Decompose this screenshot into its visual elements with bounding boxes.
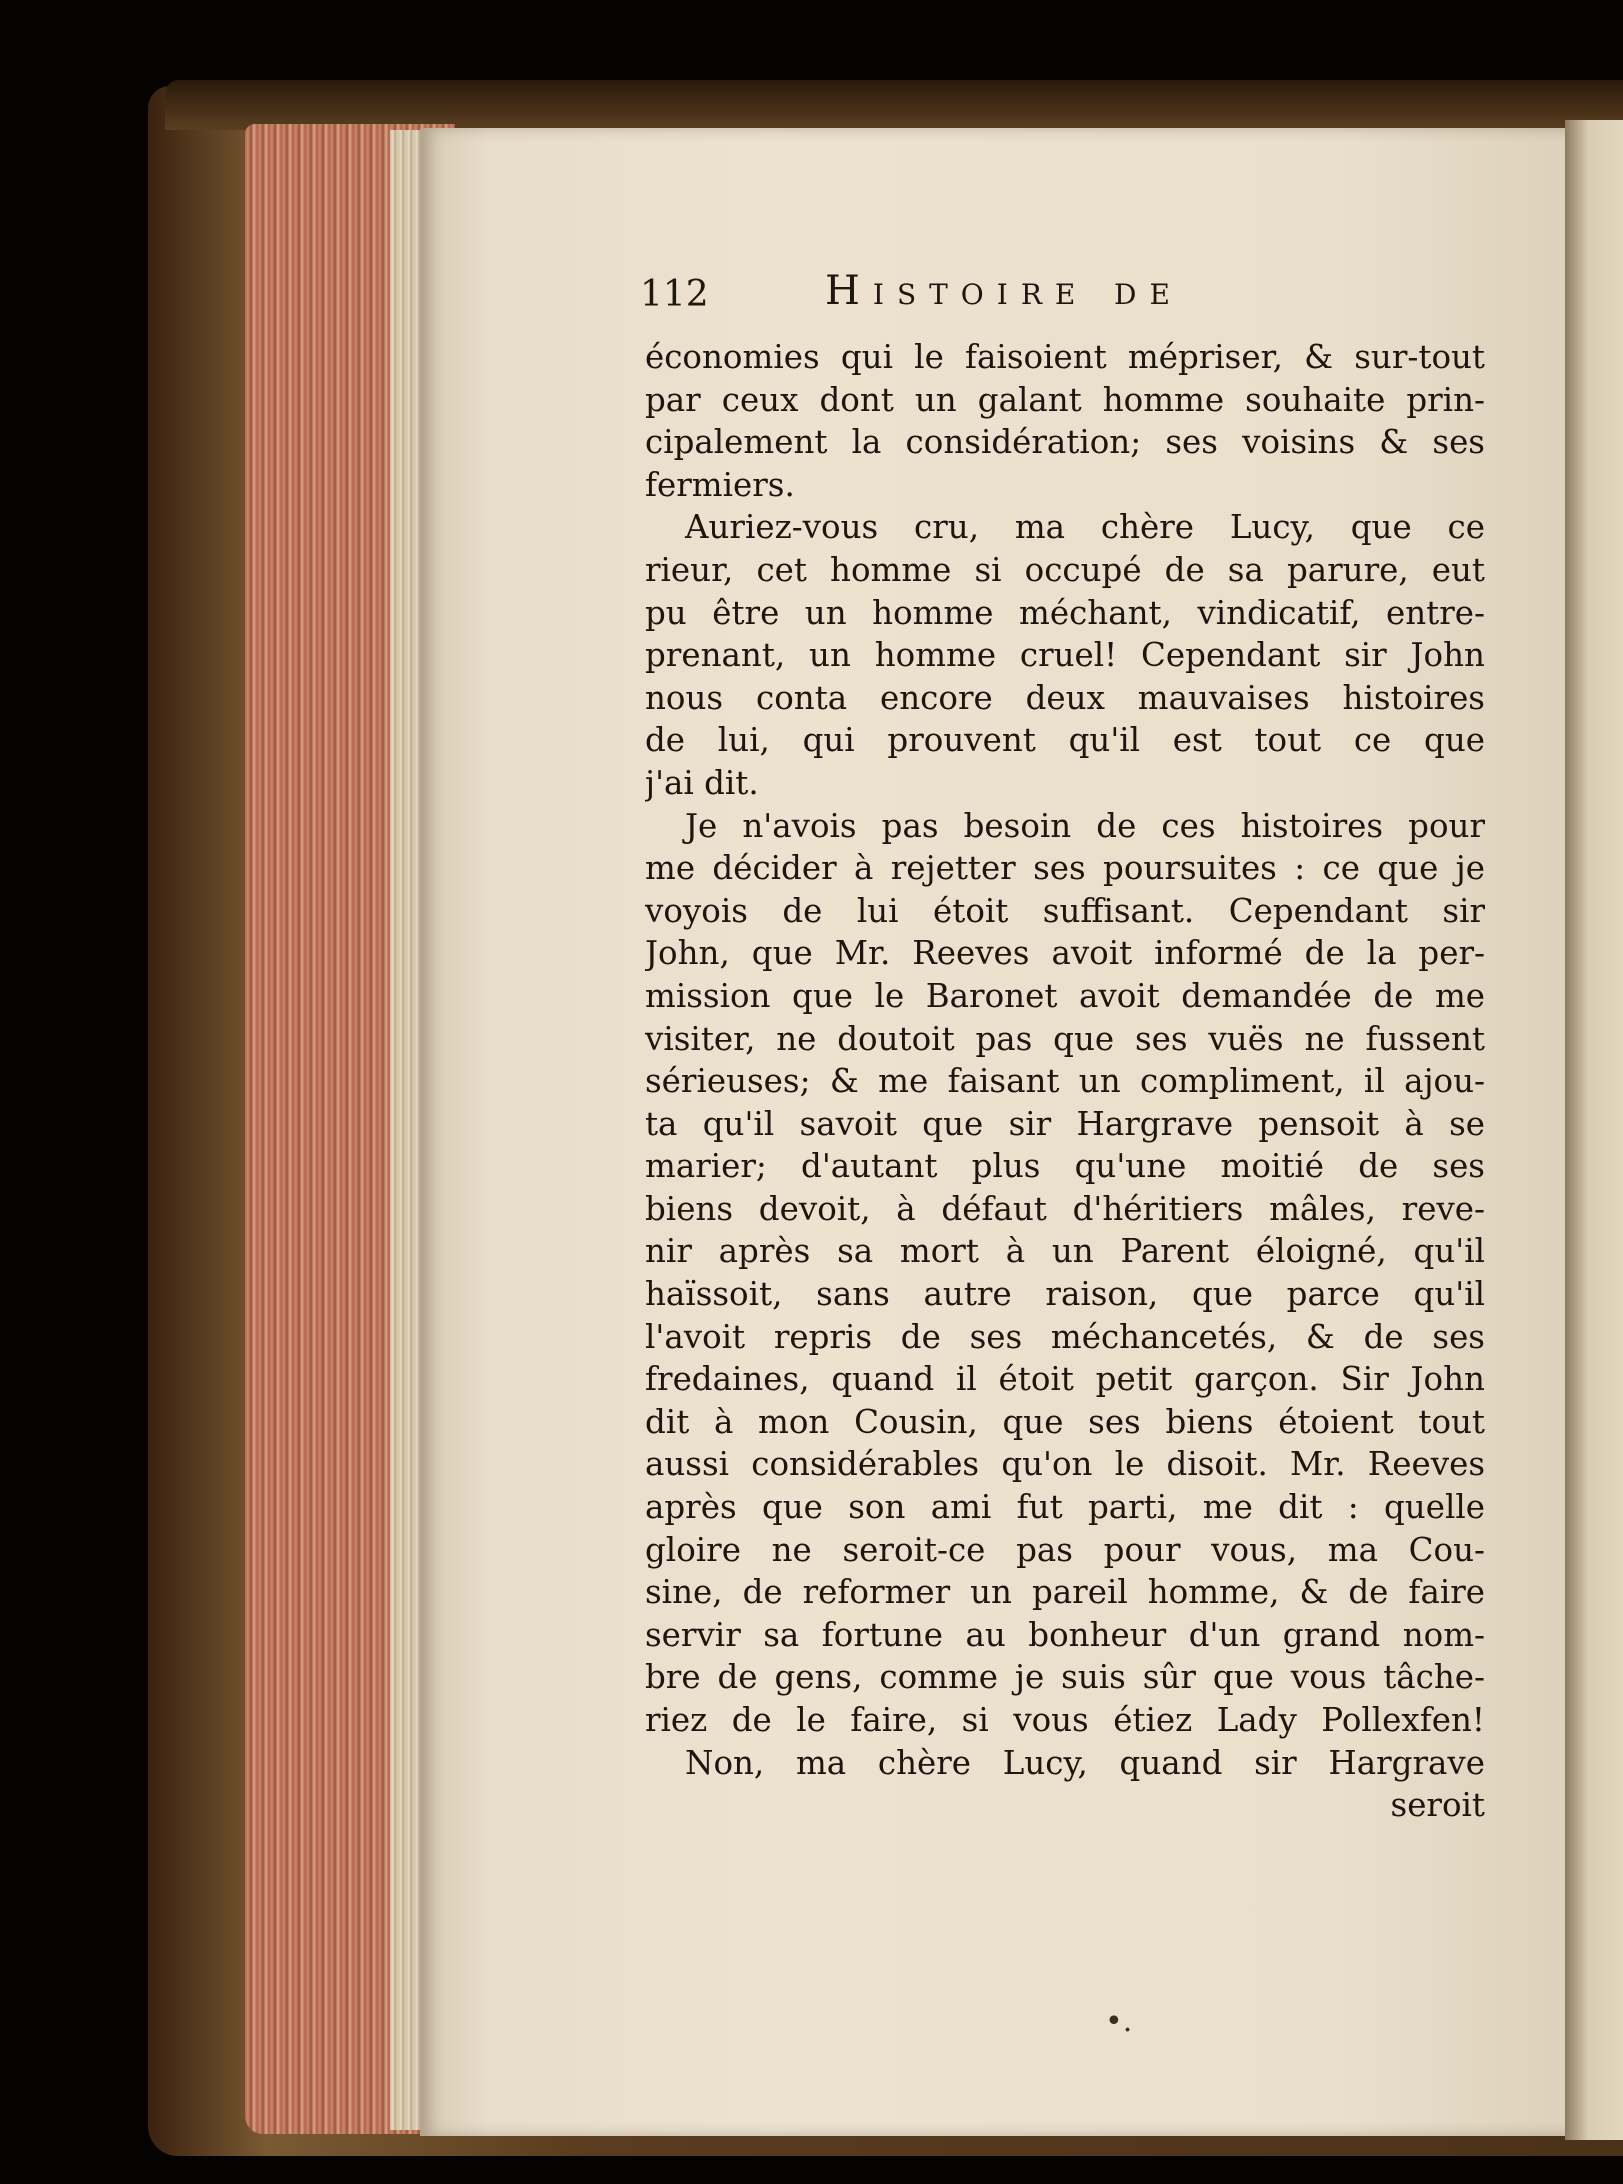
text-line: riez de le faire, si vous étiez Lady Pollexfen! bbox=[645, 1701, 1485, 1739]
text-line: servir sa fortune au bonheur d'un grand nom- bbox=[645, 1615, 1485, 1654]
page-number: 112 bbox=[640, 274, 709, 315]
text-line: bre de gens, comme je suis sûr que vous tâche- bbox=[645, 1658, 1485, 1697]
text-line: aussi considérables qu'on le disoit. Mr. Reeves bbox=[645, 1445, 1485, 1484]
running-head bbox=[640, 268, 1520, 328]
text-line: cipalement la considération; ses voisins & ses bbox=[645, 423, 1485, 462]
text-line: pu être un homme méchant, vindicatif, entre- bbox=[645, 593, 1485, 632]
text-line: j'ai dit. bbox=[645, 763, 759, 802]
text-line: sine, de reformer un pareil homme, & de faire bbox=[645, 1573, 1485, 1612]
text-line: biens devoit, à défaut d'héritiers mâles, reve- bbox=[645, 1189, 1485, 1228]
text-line: sérieuses; & me faisant un compliment, il ajou- bbox=[645, 1062, 1485, 1101]
text-line: nous conta encore deux mauvaises histoires bbox=[645, 678, 1485, 717]
body-text bbox=[645, 336, 1485, 1827]
signature-mark: •. bbox=[1105, 2004, 1133, 2039]
text-line: marier; d'autant plus qu'une moitié de ses bbox=[645, 1147, 1485, 1186]
text-line: rieur, cet homme si occupé de sa parure, eut bbox=[645, 550, 1485, 589]
text-line: visiter, ne doutoit pas que ses vuës ne fussent bbox=[645, 1019, 1485, 1058]
text-line: Je n'avois pas besoin de ces histoires pour bbox=[685, 806, 1485, 845]
book-cover-top-edge bbox=[165, 80, 1623, 130]
text-line: Non, ma chère Lucy, quand sir Hargrave bbox=[685, 1743, 1485, 1782]
text-line: dit à mon Cousin, que ses biens étoient tout bbox=[645, 1402, 1485, 1441]
text-line: l'avoit repris de ses méchancetés, & de ses bbox=[645, 1317, 1485, 1356]
text-line: me décider à rejetter ses poursuites : ce que je bbox=[645, 849, 1485, 888]
facing-page-edge bbox=[1565, 120, 1623, 2140]
text-line: prenant, un homme cruel! Cependant sir John bbox=[645, 636, 1485, 675]
text-line: après que son ami fut parti, me dit : quelle bbox=[645, 1488, 1485, 1527]
text-line: voyois de lui étoit suffisant. Cependant sir bbox=[645, 891, 1485, 930]
text-line: nir après sa mort à un Parent éloigné, qu'il bbox=[645, 1232, 1485, 1271]
text-line: fermiers. bbox=[645, 465, 795, 504]
text-line: John, que Mr. Reeves avoit informé de la per- bbox=[645, 934, 1485, 973]
catchword: seroit bbox=[1390, 1786, 1485, 1825]
text-line: mission que le Baronet avoit demandée de me bbox=[645, 976, 1485, 1015]
text-line: haïssoit, sans autre raison, que parce qu'il bbox=[645, 1275, 1485, 1314]
text-line: par ceux dont un galant homme souhaite prin- bbox=[645, 380, 1485, 419]
text-line: Auriez-vous cru, ma chère Lucy, que ce bbox=[685, 508, 1485, 547]
text-line: gloire ne seroit-ce pas pour vous, ma Cou- bbox=[645, 1530, 1485, 1569]
text-line: fredaines, quand il étoit petit garçon. Sir John bbox=[645, 1360, 1485, 1399]
running-title: Histoire de bbox=[825, 268, 1183, 314]
text-line: de lui, qui prouvent qu'il est tout ce que bbox=[645, 721, 1485, 760]
text-line: économies qui le faisoient mépriser, & sur-tout bbox=[645, 338, 1485, 376]
text-line: ta qu'il savoit que sir Hargrave pensoit à se bbox=[645, 1104, 1485, 1143]
